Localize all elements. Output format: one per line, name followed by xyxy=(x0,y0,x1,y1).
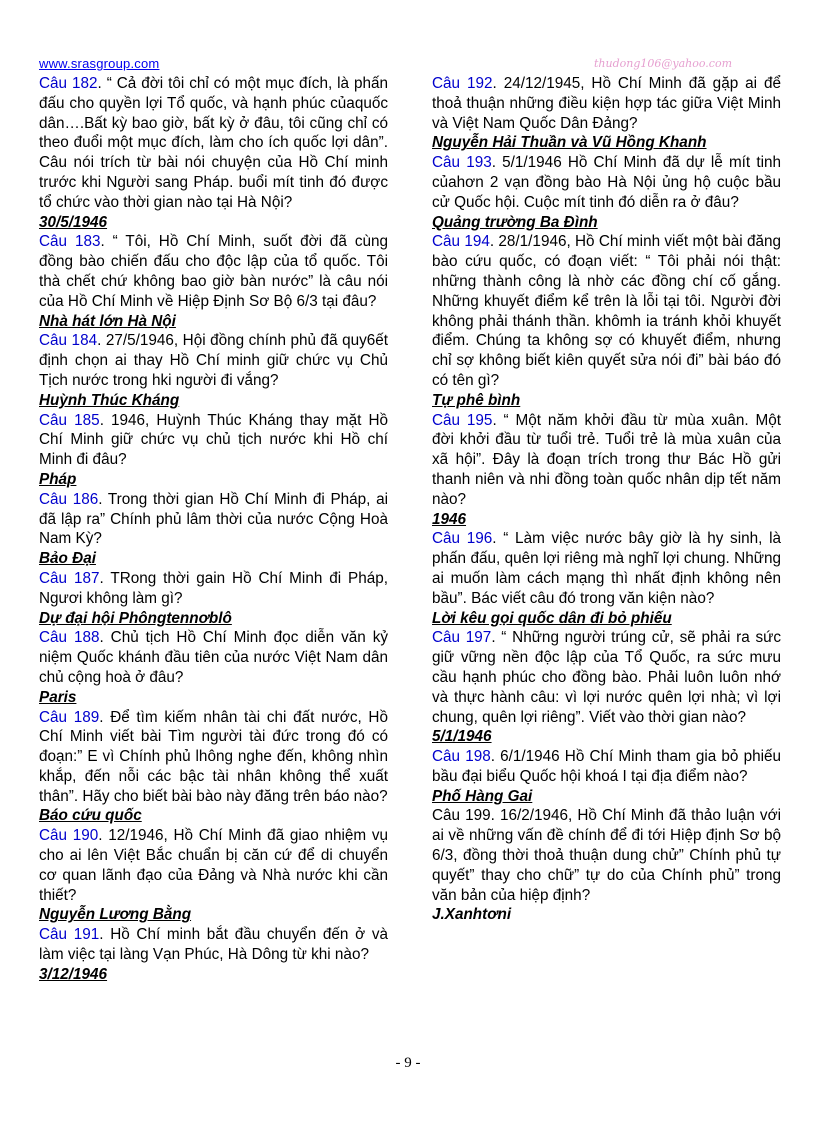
question xyxy=(39,569,388,609)
answer: Quảng trường Ba Đình xyxy=(432,213,598,231)
answer: Tự phê bình xyxy=(432,391,521,409)
question-number: Câu 197 xyxy=(432,629,492,647)
question-number: Câu 194 xyxy=(432,233,490,251)
question-text: . Hồ Chí minh bắt đầu chuyển đến ở và làm việc tại làng Vạn Phúc, Hà Dông từ khi nào? xyxy=(39,926,388,964)
question-text: . “ Cả đời tôi chỉ có một mục đích, là phấn đấu cho quyền lợi Tổ quốc, và hạnh phúc củaquốc dân….Bất kỳ bao giờ, bất kỳ ở đâu, tôi cũng chỉ có theo đuổi một mục đích, làm cho ích quốc lợi dân”. Câu nói trích từ bài nói chuyện của Hồ Chí minh trước khi Người sang Pháp. buổi mít tinh đó được tổ chức vào thời gian nào tại Hà Nội? xyxy=(39,75,388,211)
question xyxy=(39,708,388,807)
question-number: Câu 191 xyxy=(39,926,100,944)
page-number: - 9 - xyxy=(395,1055,421,1071)
question xyxy=(39,331,388,390)
question-number: Câu 196 xyxy=(432,530,493,548)
answer: Nguyễn Lương Bằng xyxy=(39,906,192,924)
question-text: . Để tìm kiếm nhân tài chi đất nước, Hồ Chí Minh viết bài Tìm người tài đức trong đó có đoạn:” E vì Chính phủ lhông nghe đến, không nhìn khắp, đến nỗi các bậc tài nhân không thể xuất thân”. Hãy cho biết bài bào này đăng trên báo nào? xyxy=(39,708,388,805)
question-text: . TRong thời gain Hồ Chí Minh đi Pháp, Ngươi không làm gì? xyxy=(39,569,388,607)
question-text: . “ Một năm khởi đầu từ mùa xuân. Một đời khởi đầu từ tuổi trẻ. Tuổi trẻ là mùa xuân của xã hội”. Đây là đoạn trích trong thư Bác Hồ gửi thanh niên và nhi đồng toàn quốc nhân dịp tết năm nào? xyxy=(432,411,781,508)
question-number: Câu 188 xyxy=(39,629,100,647)
question-number: Câu 198 xyxy=(432,748,491,766)
header-website-link[interactable]: www.srasgroup.com xyxy=(39,56,160,71)
question xyxy=(39,490,388,549)
question-number: Câu 190 xyxy=(39,827,99,845)
question xyxy=(432,628,781,727)
answer: 5/1/1946 xyxy=(432,728,492,746)
question-number: Câu 199 xyxy=(432,807,491,825)
question xyxy=(39,232,388,311)
answer: Báo cứu quốc xyxy=(39,807,142,825)
question xyxy=(432,806,781,905)
question-text: . 12/1946, Hồ Chí Minh đã giao nhiệm vụ cho ai lên Việt Bắc chuẩn bị căn cứ để di chuyển cơ quan lãnh đạo của Đảng và Nhà nước khi cần thiết? xyxy=(39,827,388,904)
answer: Phố Hàng Gai xyxy=(432,787,533,805)
question xyxy=(39,826,388,905)
question-text: . 5/1/1946 Hồ Chí Minh đã dự lễ mít tinh củahơn 2 vạn đồng bào Hà Nội ủng hộ cuộc bầu cử Quốc hội. Cuộc mít tinh đó diễn ra ở đâu? xyxy=(432,154,781,211)
question xyxy=(39,411,388,470)
question-number: Câu 185 xyxy=(39,411,100,429)
right-column xyxy=(432,74,781,925)
header-email-watermark: thudong106@yahoo.com xyxy=(594,57,732,70)
question-number: Câu 184 xyxy=(39,332,98,350)
question xyxy=(432,232,781,390)
question-text: . “ Những người trúng cử, sẽ phải ra sức giữ vững nền độc lập của Tổ Quốc, ra sức mưu cầu hạnh phúc cho đồng bào. Phải luôn luôn nhớ và thực hành câu: vì lợi nước quên lợi nhà; vì lợi chung, quên lợi riêng”. Viết vào thời gian nào? xyxy=(432,629,781,726)
answer: 1946 xyxy=(432,510,467,528)
answer: Huỳnh Thúc Kháng xyxy=(39,391,180,409)
question-number: Câu 193 xyxy=(432,154,492,172)
question-text: . 6/1/1946 Hồ Chí Minh tham gia bỏ phiếu bầu đại biểu Quốc hội khoá I tại địa điểm nào? xyxy=(432,748,782,785)
question xyxy=(432,747,781,787)
question-text: . 16/2/1946, Hồ Chí Minh đã thảo luận với ai về những vấn đề chính để đi tới Hiệp định Sơ bộ 6/3, đồng thời thoả thuận dung chử” Chính phủ tự quyết” thay cho chữ” tự do của Chính phủ” trong văn bản của hiệp định? xyxy=(432,807,781,904)
question-text: . 27/5/1946, Hội đồng chính phủ đã quy6ết định chọn ai thay Hồ Chí minh giữ chức vụ Chủ Tịch nước trong hki người đi vắng? xyxy=(39,332,388,389)
answer: 3/12/1946 xyxy=(39,965,108,983)
answer: Dự đại hội Phôngtennơblô xyxy=(39,609,232,627)
question-text: . “ Làm việc nước bây giờ là hy sinh, là phấn đấu, quên lợi riêng mà nghĩ lợi chung. Những ai muốn làm cách mạng thì nhất định không nên bầu”. Bác viết câu đó trong văn kiện nào? xyxy=(432,530,781,607)
question-number: Câu 187 xyxy=(39,569,100,587)
question xyxy=(432,74,781,133)
question-number: Câu 182 xyxy=(39,75,98,92)
question-text: . 28/1/1946, Hồ Chí minh viết một bài đăng bào cứu quốc, có đoạn viết: “ Tôi phải nói thật: những thành công là nhờ các đồng chí cố gắng. Những khuyết điểm kể trên là lỗi tại tôi. Người đời không phải thánh thần. khômh ia tránh khỏi khuyết điểm. Chúng ta không sợ có khuyết điểm, nhưng chỉ sợ không biết kiên quyết sửa nói đi” bài báo đó có tên gì? xyxy=(432,233,781,389)
question-text: . 1946, Huỳnh Thúc Kháng thay mặt Hồ Chí Minh giữ chức vụ chủ tịch nước khi Hồ chí Minh đi đâu? xyxy=(39,411,388,469)
answer: Pháp xyxy=(39,470,77,488)
question xyxy=(432,153,781,212)
question-number: Câu 189 xyxy=(39,708,100,726)
answer: Nhà hát lớn Hà Nội xyxy=(39,312,176,330)
question xyxy=(432,529,781,608)
question-number: Câu 183 xyxy=(39,233,101,251)
question-number: Câu 195 xyxy=(432,411,493,429)
question xyxy=(39,925,388,965)
answer: Nguyễn Hải Thuần và Vũ Hồng Khanh xyxy=(432,134,707,152)
question xyxy=(39,628,388,687)
answer: Bảo Đại xyxy=(39,550,96,568)
left-column xyxy=(39,74,388,985)
answer: J.Xanhtơni xyxy=(432,906,512,924)
question-text: . “ Tôi, Hồ Chí Minh, suốt đời đã cùng đồng bào chiến đấu cho độc lập của tổ quốc. Tôi thà chết chứ không bao giờ bàn nước” là câu nói của Hồ Chí Minh về Hiệp Định Sơ Bộ 6/3 tại đâu? xyxy=(39,233,388,310)
question-text: . Trong thời gian Hồ Chí Minh đi Pháp, ai đã lập ra” Chính phủ lâm thời của nước Cộng Hoà Nam Kỳ? xyxy=(39,490,388,548)
question-number: Câu 186 xyxy=(39,490,99,508)
question-number: Câu 192 xyxy=(432,75,493,92)
answer: Paris xyxy=(39,688,77,706)
question-text: . 24/12/1945, Hồ Chí Minh đã gặp ai để thoả thuận những điều kiện hợp tác giữa Việt Minh và Việt Nam Quốc Dân Đảng? xyxy=(432,75,781,132)
question-text: . Chủ tịch Hồ Chí Minh đọc diễn văn kỷ niệm Quốc khánh đầu tiên của nước Việt Nam dân chủ cộng hoà ở đâu? xyxy=(39,629,388,686)
question xyxy=(432,411,781,510)
question xyxy=(39,74,388,213)
answer: 30/5/1946 xyxy=(39,213,108,231)
answer: Lời kêu gọi quốc dân đi bỏ phiếu xyxy=(432,609,672,627)
